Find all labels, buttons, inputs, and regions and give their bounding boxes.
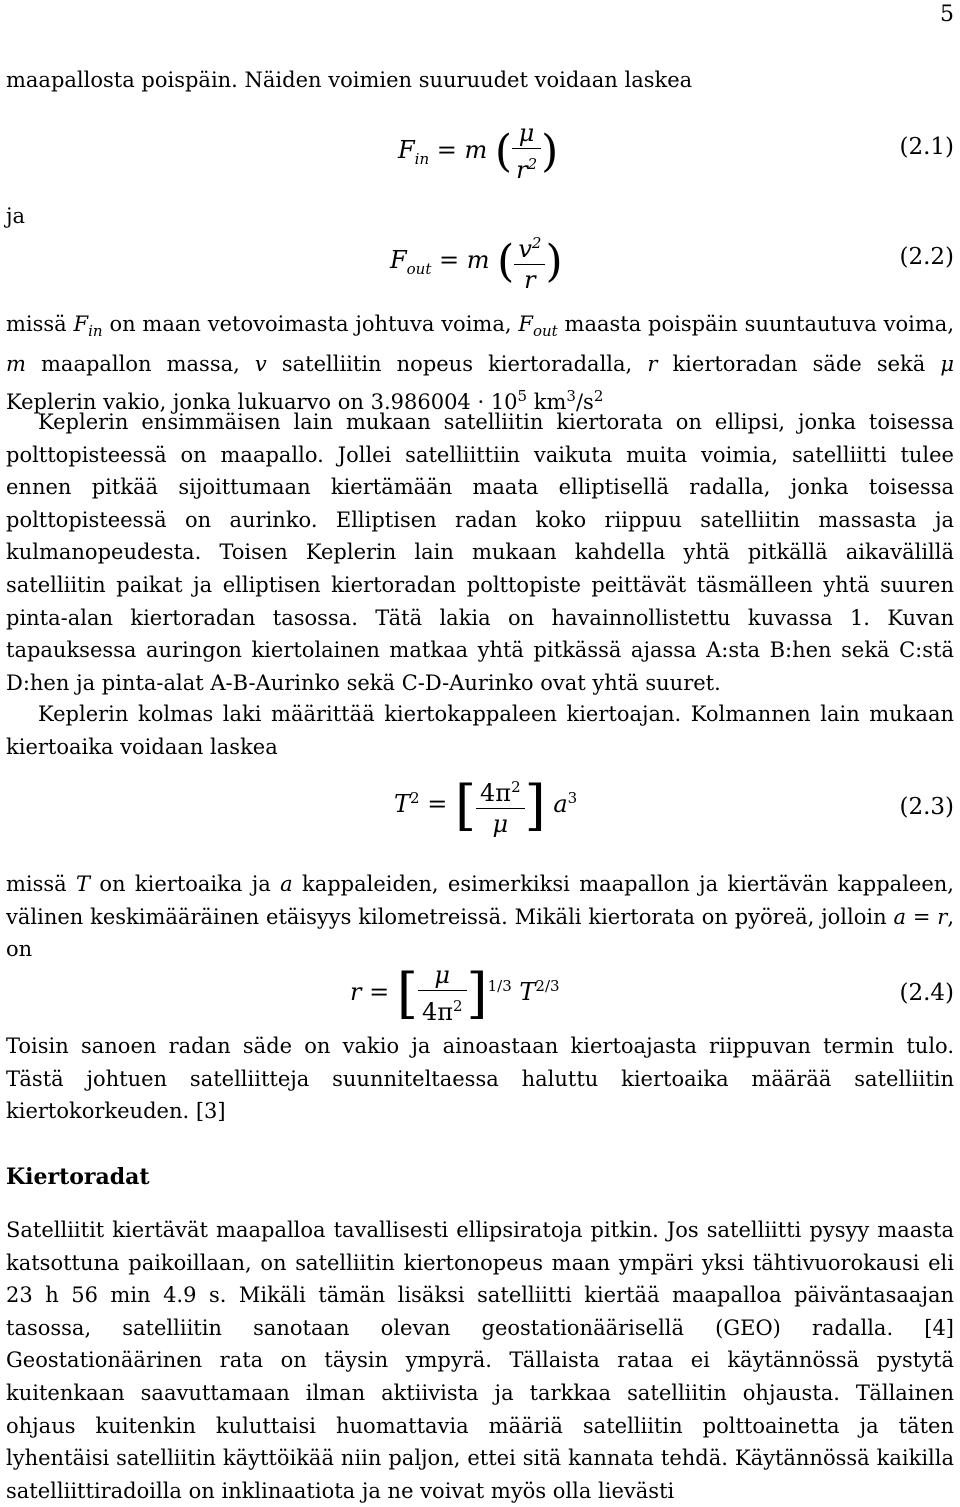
eq4-T-sup: 2/3	[535, 977, 560, 995]
equation-2-4	[350, 960, 560, 1027]
eq4-denominator: 4π	[421, 998, 453, 1026]
p4-text-3: kappaleiden, esimerkiksi maapallon ja kiertävän kappaleen, välinen keskimääräinen etäisyys kilometreissä. Mikäli kiertorata on pyöreä, jolloin	[6, 872, 954, 929]
eq1-fraction	[512, 118, 541, 185]
p4-text-1: missä	[6, 872, 67, 896]
p1-sup-2: 3	[566, 387, 576, 406]
p1-sup-3: 2	[593, 387, 604, 406]
eq1-rhs: = m	[436, 136, 488, 164]
eq2-right-paren: )	[545, 236, 563, 287]
eq3-denominator: μ	[492, 810, 509, 838]
p4-text-4: , on	[6, 904, 954, 962]
eq3-left-bracket: [	[454, 774, 477, 837]
eq3-numerator: 4π	[480, 779, 512, 807]
eq4-fraction	[418, 960, 467, 1027]
eq3-lhs-sup: 2	[410, 789, 420, 807]
eq1-den-sup: 2	[527, 155, 538, 173]
eq2-lhs-sub: out	[406, 259, 432, 278]
eq2-denominator: r	[524, 266, 536, 294]
p1-mu: μ	[940, 351, 955, 376]
eq1-denominator: r	[516, 156, 528, 184]
p1-text-3: maasta poispäin suuntautuva voima,	[564, 312, 955, 336]
eq2-fraction	[514, 228, 545, 295]
p1-v: v	[254, 351, 267, 376]
p3-text: Keplerin kolmas laki määrittää kiertokappaleen kiertoajan. Kolmannen lain mukaan kiertoaika voidaan laskea	[6, 702, 954, 759]
p1-text-6: kiertoradan säde sekä	[672, 351, 926, 376]
p1-text-7: Keplerin vakio, jonka lukuarvo on 3.986004 · 10	[6, 390, 518, 415]
p1-text-1: missä	[6, 312, 67, 336]
paragraph-orbits: Satelliitit kiertävät maapalloa tavallisesti ellipsiratoja pitkin. Jos satelliitti pysyy maasta katsottuna paikoillaan, on satelliitin kiertonopeus maan ympäri yksi tähtivuorokausi eli 23 h 56 min 4.9 s. Mikäli tämän lisäksi satelliitti kiertää maapalloa päiväntasaajan tasossa, satelliitin sanotaan olevan geostationäärisellä (GEO) radalla. [4] Geostationäärinen rata on täysin ympyrä. Tällaista rataa ei käytännössä pystytä kuitenkaan saavuttamaan ilman aktiivista ja tarkkaa satelliitin ohjausta. Tällainen ohjaus kuitenkin kuluttaisi huomattavia määriä satelliitin polttoainetta ja täten lyhentäisi satelliitin käyttöikää niin paljon, ettei sitä kannata tehdä. Käytännössä kaikilla satelliittiradoilla on inklinaatiota ja ne voivat myös olla lievästi	[6, 1218, 954, 1503]
ja-text: ja	[6, 204, 26, 228]
eq3-a: a	[553, 790, 568, 818]
eq4-right-bracket: ]	[466, 962, 488, 1025]
eq4-den-sup: 2	[452, 997, 463, 1015]
paragraph-third-law	[6, 698, 954, 763]
p4-text-2: on kiertoaika ja	[99, 872, 271, 896]
eq4-numerator: μ	[418, 960, 467, 991]
p1-text-8: km	[527, 390, 567, 415]
eq3-right-bracket: ]	[524, 774, 546, 837]
intro-text: maapallosta poispäin. Näiden voimien suuruudet voidaan laskea	[6, 68, 693, 92]
p1-m: m	[6, 351, 26, 376]
p1-f-in-sub: in	[88, 322, 103, 341]
eq3-a-sup: 3	[567, 789, 578, 807]
eq1-lhs-sub: in	[414, 149, 430, 168]
eq1-number: (2.1)	[899, 134, 954, 160]
eq4-exponent: 1/3	[487, 977, 512, 995]
eq1-lhs: F	[398, 136, 415, 164]
p4-a: a	[280, 872, 293, 896]
eq2-numerator: v	[518, 235, 532, 263]
eq1-left-paren: (	[494, 126, 513, 177]
p1-text-5: satelliitin nopeus kiertoradalla,	[281, 351, 633, 376]
p1-f-out: F	[518, 312, 533, 336]
eq2-number: (2.2)	[899, 244, 954, 270]
eq3-equals: =	[427, 790, 448, 818]
equation-2-1	[398, 118, 558, 185]
p2-text: Keplerin ensimmäisen lain mukaan satelliitin kiertorata on ellipsi, jonka toisessa polttopisteessä on maapallo. Jollei satelliittiin vaikuta muita voimia, satelliitti tulee ennen pitkää sijoittumaan kiertämään maata elliptisellä radalla, jonka toisessa polttopisteessä on aurinko. Elliptisen radan koko riippuu satelliitin massasta ja kulmanopeudesta. Toisen Keplerin lain mukaan kahdella yhtä pitkällä aikavälillä satelliitin paikat ja elliptisen kiertoradan polttopiste peittävät täsmälleen yhtä suuren pinta-alan kiertoradan tasossa. Tätä lakia on havainnollistettu kuvassa 1. Kuvan tapauksessa auringon kiertolainen matkaa yhtä pitkässä ajassa A:sta B:hen sekä C:stä D:hen ja pinta-alat A-B-Aurinko sekä C-D-Aurinko ovat yhtä suuret.	[6, 410, 954, 695]
eq2-left-paren: (	[497, 236, 515, 287]
eq4-T: T	[519, 978, 536, 1006]
eq4-number: (2.4)	[899, 980, 954, 1006]
p1-text-2: on maan vetovoimasta johtuva voima,	[109, 312, 512, 336]
p1-r: r	[647, 351, 658, 376]
paragraph-variables	[6, 868, 954, 966]
p4-condition: a = r	[893, 904, 948, 929]
eq3-num-sup: 2	[511, 778, 521, 796]
eq3-fraction	[476, 772, 525, 839]
equation-2-3	[394, 772, 577, 839]
page-number: 5	[940, 2, 954, 27]
p1-text-9: /s	[575, 390, 594, 415]
p1-f-out-sub: out	[532, 322, 558, 341]
eq2-lhs: F	[390, 246, 407, 274]
eq2-rhs: = m	[439, 246, 490, 274]
eq1-numerator: μ	[512, 118, 541, 149]
eq3-number: (2.3)	[899, 794, 954, 820]
eq1-right-paren: )	[541, 126, 559, 177]
paragraph-kepler-laws	[6, 406, 954, 699]
p1-text-4: maapallon massa,	[41, 351, 240, 376]
p1-f-in: F	[73, 312, 89, 336]
paragraph-conclusion: Toisin sanoen radan säde on vakio ja ainoastaan kiertoajasta riippuvan termin tulo. Tästä johtuen satelliitteja suunniteltaessa haluttu kiertoaika määrää satelliitin kiertokorkeuden. [3]	[6, 1034, 954, 1124]
equation-2-2	[390, 228, 563, 295]
paragraph-definitions	[6, 308, 954, 419]
eq3-lhs: T	[394, 790, 411, 818]
eq2-num-sup: 2	[531, 234, 542, 252]
eq4-left-bracket: [	[396, 962, 418, 1025]
p1-sup-1: 5	[517, 387, 528, 406]
section-heading: Kiertoradat	[6, 1164, 150, 1190]
eq4-lhs: r =	[350, 978, 390, 1006]
p4-T: T	[76, 872, 91, 896]
